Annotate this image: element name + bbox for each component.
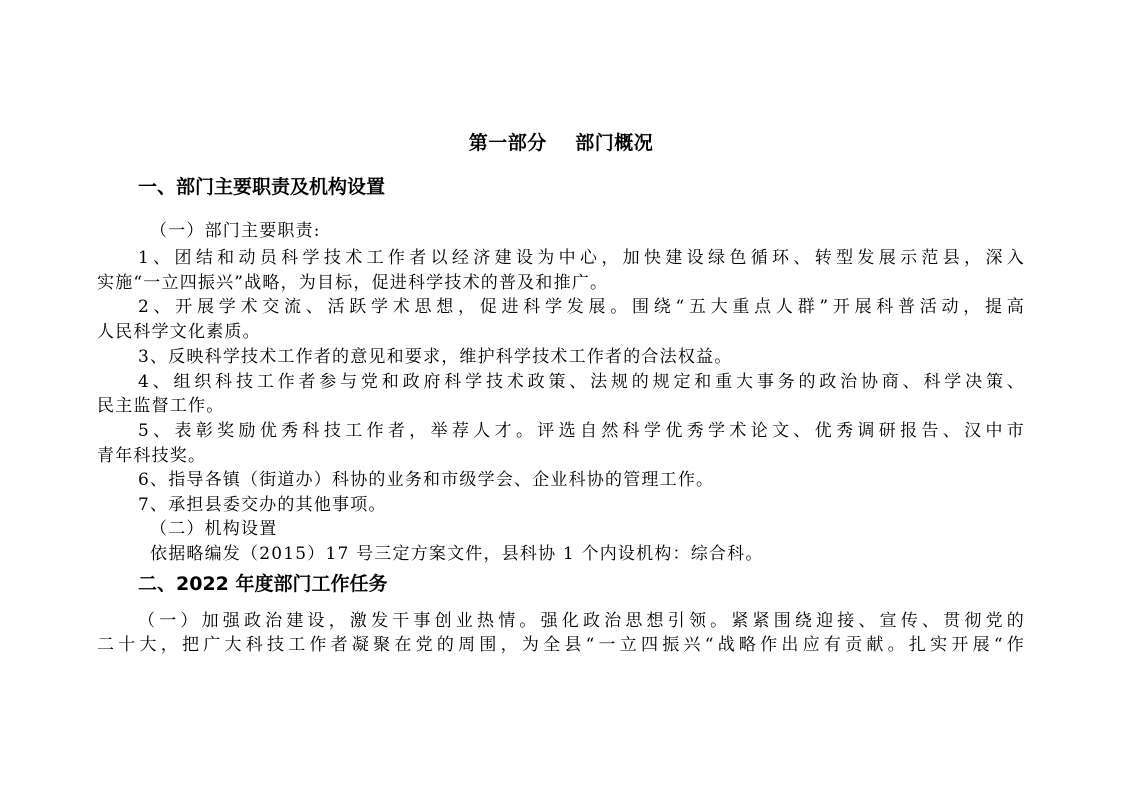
duty-2-line-2: 人民科学文化素质。 (97, 322, 261, 342)
subsection-duties-heading: （一）部门主要职责: (150, 221, 321, 241)
duty-7: 7、承担县委交办的其他事项。 (138, 495, 387, 515)
task-para-line-2: 二十大，把广大科技工作者凝聚在党的周围，为全县“一立四振兴“战略作出应有贡献。扎实开展“作 (97, 635, 1025, 655)
duty-1-line-2: 实施“一立四振兴”战略，为目标，促进科学技术的普及和推广。 (97, 273, 609, 293)
org-setup-text: 依据略编发（2015）17 号三定方案文件，县科协 1 个内设机构：综合科。 (150, 544, 764, 564)
duty-4-line-2: 民主监督工作。 (97, 396, 225, 416)
duty-1-line-1: 1、团结和动员科学技术工作者以经济建设为中心，加快建设绿色循环、转型发展示范县，深入 (138, 248, 1025, 268)
duty-3: 3、反映科学技术工作者的意见和要求，维护科学技术工作者的合法权益。 (138, 347, 733, 367)
task-para-line-1: （一）加强政治建设，激发干事创业热情。强化政治思想引领。紧紧围绕迎接、宣传、贯彻党的 (138, 611, 1025, 631)
duty-4-line-1: 4、组织科技工作者参与党和政府科学技术政策、法规的规定和重大事务的政治协商、科学决策、 (138, 372, 1025, 392)
subsection-org-heading: （二）机构设置 (150, 519, 278, 539)
section-heading-1: 一、部门主要职责及机构设置 (138, 176, 386, 198)
page-title: 第一部分 部门概况 (468, 132, 654, 154)
duty-5-line-2: 青年科技奖。 (97, 446, 207, 466)
section-heading-2: 二、2022 年度部门工作任务 (138, 573, 388, 595)
duty-2-line-1: 2、开展学术交流、活跃学术思想，促进科学发展。围绕“五大重点人群”开展科普活动，提高 (138, 297, 1025, 317)
duty-6: 6、指导各镇（街道办）科协的业务和市级学会、企业科协的管理工作。 (138, 470, 715, 490)
duty-5-line-1: 5、表彰奖励优秀科技工作者，举荐人才。评选自然科学优秀学术论文、优秀调研报告、汉中市 (138, 421, 1025, 441)
